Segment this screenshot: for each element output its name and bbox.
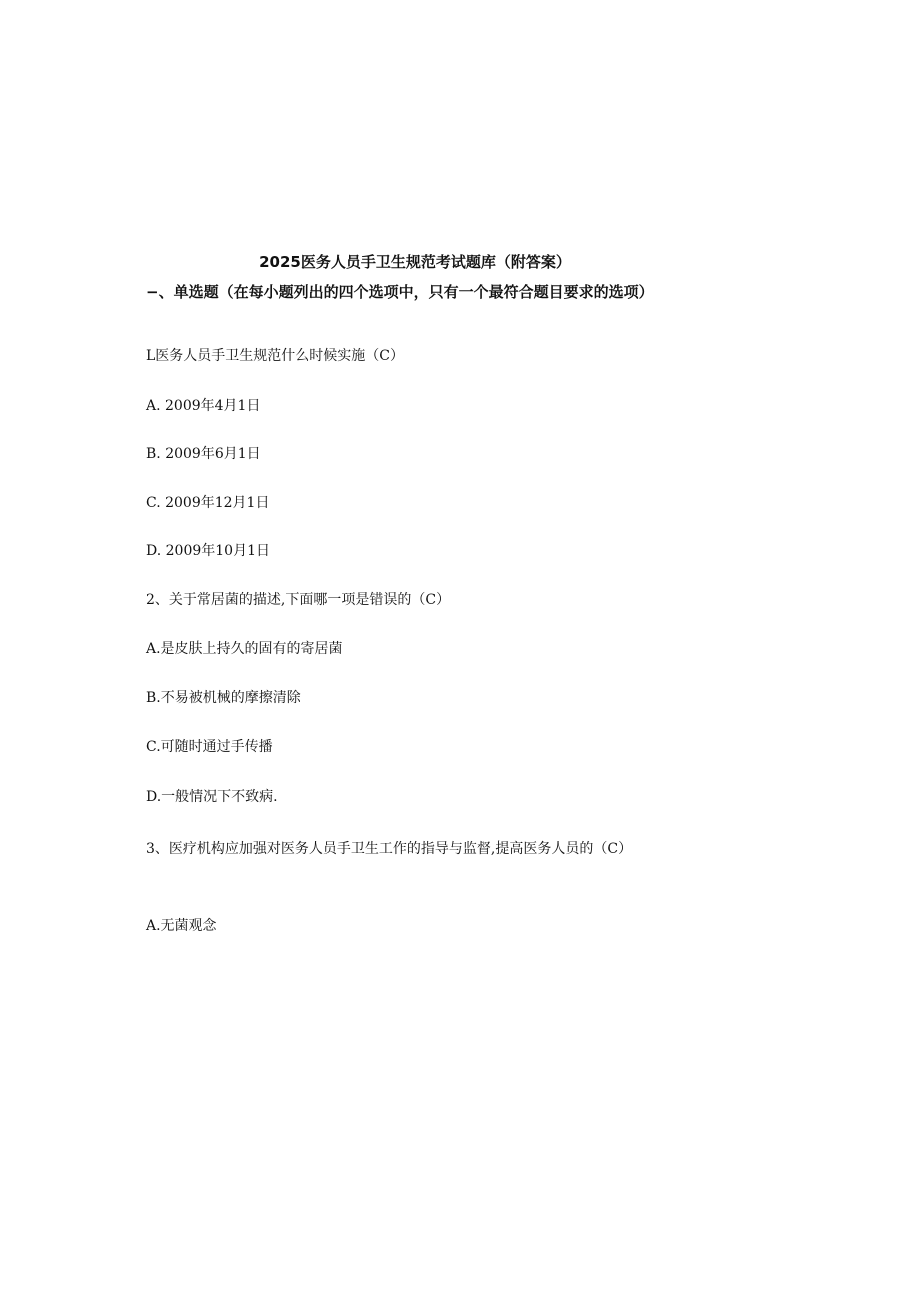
section-heading: −、单选题（在每小题列出的四个选项中，只有一个最符合题目要求的选项）: [146, 283, 654, 301]
question-1-stem: L医务人员手卫生规范什么时候实施（C）: [146, 348, 405, 364]
question-1-option-b: B. 2009年6月1日: [146, 446, 261, 462]
question-2-option-a: A.是皮肤上持久的固有的寄居菌: [146, 641, 343, 657]
page-title: 2025医务人员手卫生规范考试题库（附答案）: [259, 253, 571, 271]
question-2-option-d: D.一般情况下不致病.: [146, 789, 278, 805]
question-3-option-a: A.无菌观念: [146, 918, 217, 934]
question-1-option-d: D. 2009年10月1日: [146, 543, 270, 559]
question-2-option-c: C.可随时通过手传播: [146, 739, 273, 755]
question-2-stem: 2、关于常居菌的描述,下面哪一项是错误的（C）: [146, 592, 451, 608]
question-3-stem: 3、医疗机构应加强对医务人员手卫生工作的指导与监督,提高医务人员的（C）: [146, 841, 633, 857]
question-1-option-a: A. 2009年4月1日: [146, 398, 261, 414]
question-2-option-b: B.不易被机械的摩擦清除: [146, 690, 301, 706]
question-1-option-c: C. 2009年12月1日: [146, 495, 270, 511]
